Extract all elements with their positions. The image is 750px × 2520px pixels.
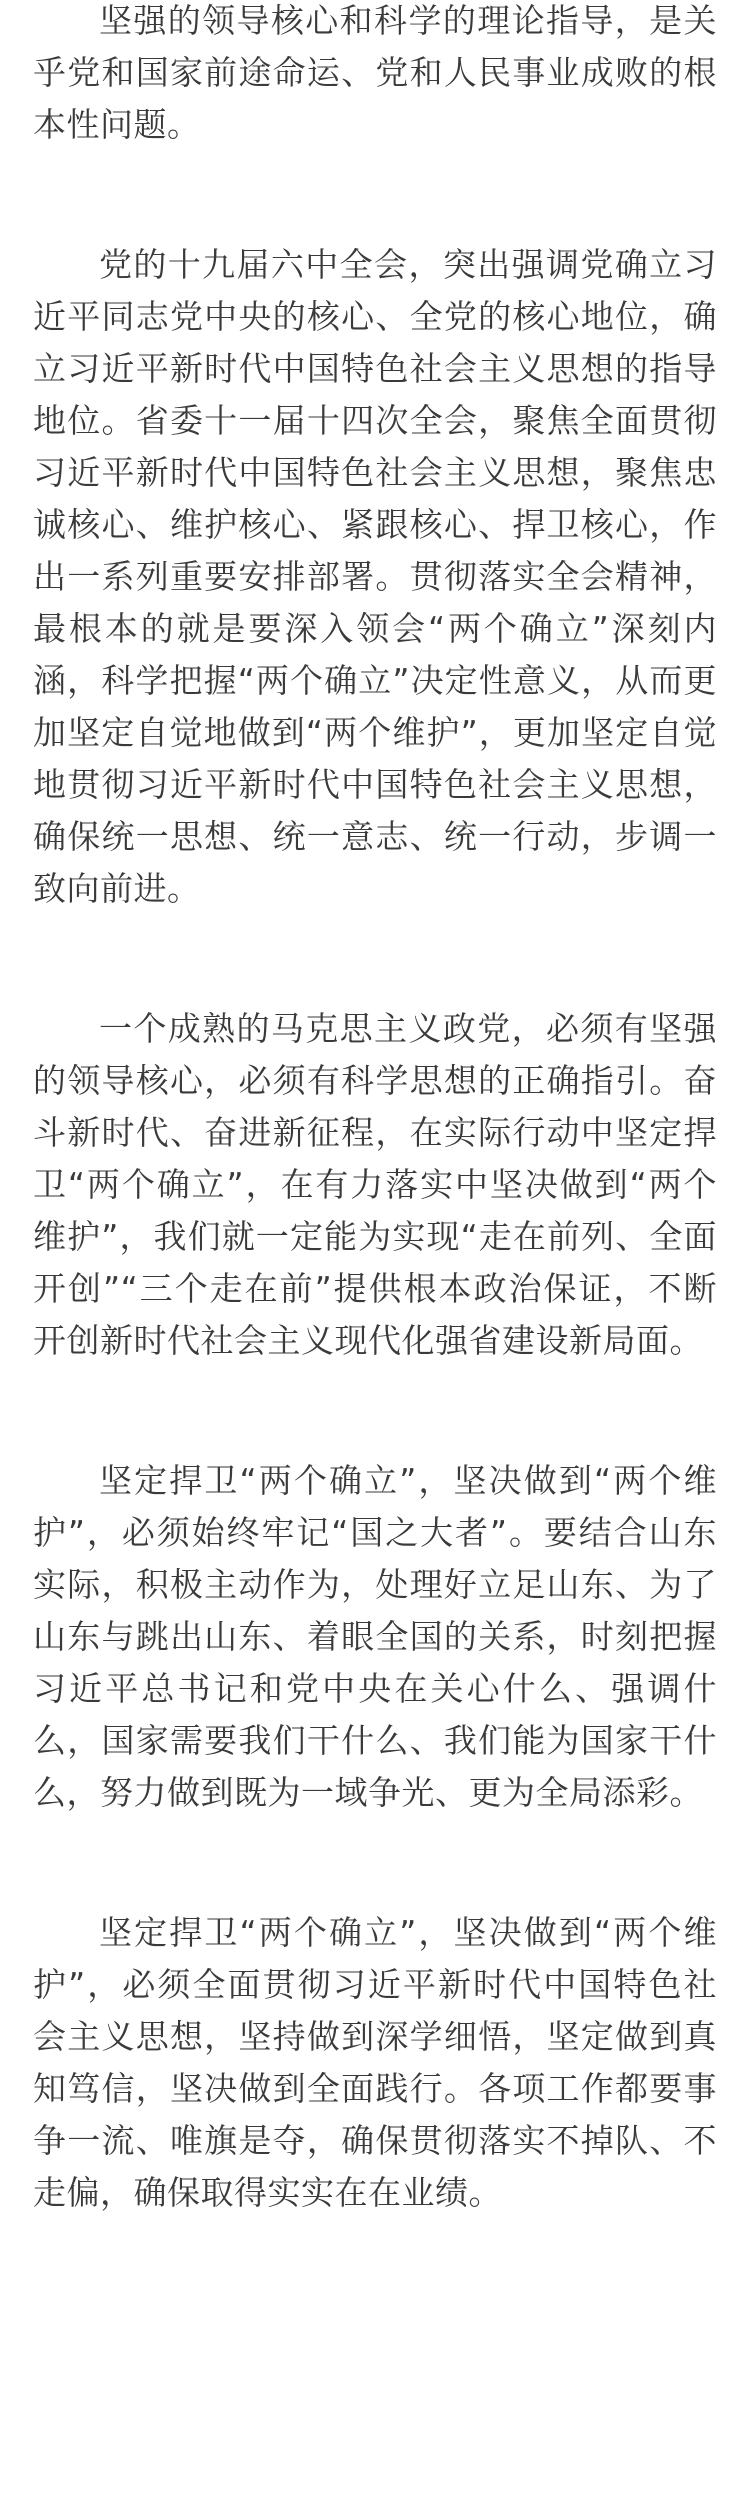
paragraph-5: 坚定捍卫“两个确立”，坚决做到“两个维护”，必须全面贯彻习近平新时代中国特色社会主义思想，坚持做到深学细悟，坚定做到真知笃信，坚决做到全面践行。各项工作都要事争一流、唯旗是夺，确保贯彻落实不掉队、不走偏，确保取得实实在在业绩。 [33,1913,717,2212]
paragraph-3: 一个成熟的马克思主义政党，必须有坚强的领导核心，必须有科学思想的正确指引。奋斗新时代、奋进新征程，在实际行动中坚定捍卫“两个确立”，在有力落实中坚决做到“两个维护”，我们就一定能为实现“走在前列、全面开创”“三个走在前”提供根本政治保证，不断开创新时代社会主义现代化强省建设新局面。 [33,1009,717,1360]
paragraph-4: 坚定捍卫“两个确立”，坚决做到“两个维护”，必须始终牢记“国之大者”。要结合山东实际，积极主动作为，处理好立足山东、为了山东与跳出山东、着眼全国的关系，时刻把握习近平总书记和党中央在关心什么、强调什么，国家需要我们干什么、我们能为国家干什么，努力做到既为一域争光、更为全局添彩。 [33,1461,717,1812]
paragraph-2: 党的十九届六中全会，突出强调党确立习近平同志党中央的核心、全党的核心地位，确立习近平新时代中国特色社会主义思想的指导地位。省委十一届十四次全会，聚焦全面贯彻习近平新时代中国特色社会主义思想，聚焦忠诚核心、维护核心、紧跟核心、捍卫核心，作出一系列重要安排部署。贯彻落实全会精神，最根本的就是要深入领会“两个确立”深刻内涵，科学把握“两个确立”决定性意义，从而更加坚定自觉地做到“两个维护”，更加坚定自觉地贯彻习近平新时代中国特色社会主义思想，确保统一思想、统一意志、统一行动，步调一致向前进。 [33,245,717,908]
paragraph-1: 坚强的领导核心和科学的理论指导，是关乎党和国家前途命运、党和人民事业成败的根本性问题。 [33,1,717,144]
